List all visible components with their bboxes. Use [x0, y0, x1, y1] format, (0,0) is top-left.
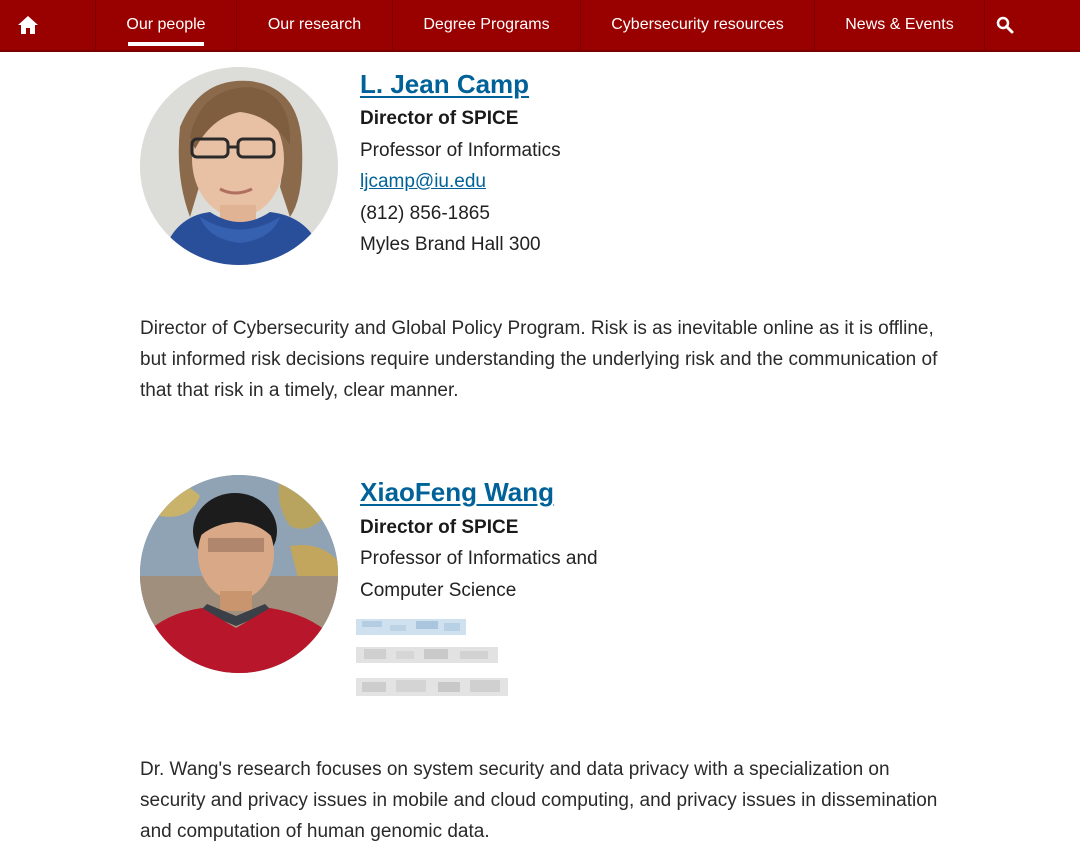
- person-name-link[interactable]: L. Jean Camp: [360, 69, 530, 99]
- person-title: Director of SPICE: [360, 108, 519, 129]
- nav-item-cybersecurity-resources[interactable]: Cybersecurity resources: [611, 16, 784, 33]
- nav-item-our-people[interactable]: Our people: [126, 16, 206, 33]
- person-bio: Dr. Wang's research focuses on system security and data privacy with a specialization on security and privacy issues in mobile and cloud computing, and privacy issues in dissemination and computation of human genomic data.: [140, 759, 938, 842]
- person-bio: Director of Cybersecurity and Global Policy Program. Risk is as inevitable online as it is offline, but informed risk decisions require understanding the underlying risk and the communication of that that risk in a timely, clear manner.: [140, 318, 938, 401]
- redacted-office: [356, 676, 508, 696]
- avatar-jean-camp: [140, 67, 338, 265]
- redacted-email: [356, 617, 466, 637]
- person-email-link[interactable]: ljcamp@iu.edu: [360, 171, 486, 192]
- person-office: Myles Brand Hall 300: [360, 234, 541, 255]
- redacted-phone: [356, 645, 498, 665]
- person-role: Professor of Informatics and: [360, 548, 598, 569]
- nav-item-our-research[interactable]: Our research: [267, 16, 362, 33]
- active-tab-indicator: [128, 42, 204, 46]
- person-phone: (812) 856-1865: [360, 203, 490, 224]
- top-navigation: [0, 0, 1080, 52]
- search-button[interactable]: [985, 0, 1025, 50]
- person-role: Professor of Informatics: [360, 140, 561, 161]
- person-title: Director of SPICE: [360, 517, 519, 538]
- home-icon: [17, 15, 39, 35]
- person-name-link[interactable]: XiaoFeng Wang: [360, 477, 555, 507]
- nav-item-news-events[interactable]: News & Events: [845, 16, 954, 33]
- person-role-continued: Computer Science: [360, 580, 517, 601]
- home-button[interactable]: [0, 0, 55, 50]
- search-icon: [996, 16, 1014, 34]
- avatar-xiaofeng-wang: [140, 475, 338, 673]
- nav-item-degree-programs[interactable]: Degree Programs: [423, 16, 550, 33]
